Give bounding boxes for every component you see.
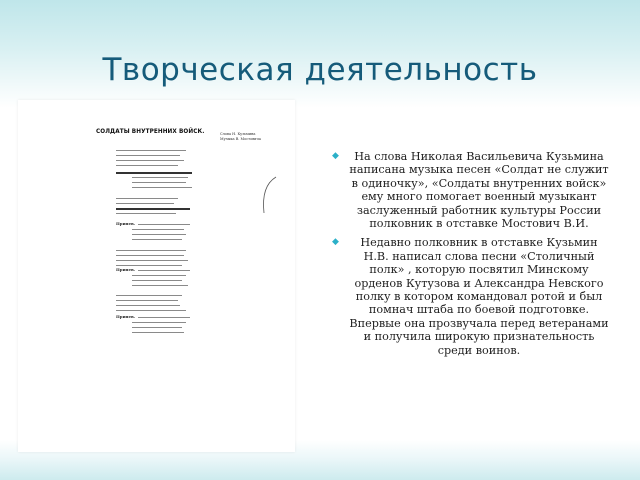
document-chorus-label: Припев.	[116, 267, 136, 272]
decorative-curve-mark	[258, 175, 278, 215]
document-line	[132, 182, 186, 183]
diamond-bullet-icon: ◆	[332, 151, 339, 161]
document-line	[132, 327, 182, 328]
document-line	[132, 187, 192, 188]
document-line	[138, 270, 190, 271]
document-heading: СОЛДАТЫ ВНУТРЕННИХ ВОЙСК.	[96, 128, 205, 135]
document-line	[116, 150, 186, 151]
document-line	[116, 208, 190, 210]
document-chorus-label: Припев.	[116, 221, 136, 226]
document-line	[116, 198, 178, 199]
document-line	[116, 203, 174, 204]
document-line	[116, 155, 180, 156]
document-line	[116, 310, 186, 311]
document-line	[116, 265, 182, 266]
document-line	[132, 280, 182, 281]
document-line	[132, 234, 186, 235]
bullet-item-songs	[330, 150, 610, 230]
document-credit-lyrics: Слова Н. Кузьмина	[220, 132, 256, 136]
document-line	[138, 317, 190, 318]
document-line	[132, 229, 184, 230]
bullet-text: Недавно полковник в отставке Кузьмин Н.В. написал слова песни «Столичный полк» , которую посвятил Минскому орденов Кутузова и Александра Невского полку в котором командовал ротой и был помнач штаба по боевой подготовке. Впервые она прозвучала перед ветеранами и получила широкую признательность среди воинов.	[349, 236, 609, 357]
document-line	[116, 260, 188, 261]
document-line	[116, 305, 180, 306]
document-chorus-label: Припев.	[116, 314, 136, 319]
document-line	[132, 322, 186, 323]
document-line	[132, 177, 188, 178]
document-line	[138, 224, 190, 225]
document-line	[116, 250, 186, 251]
document-line	[116, 295, 182, 296]
diamond-bullet-icon: ◆	[332, 237, 339, 248]
document-line	[116, 255, 184, 256]
song-lyrics-document-image	[18, 100, 295, 452]
document-line	[132, 239, 182, 240]
document-credit-music: Музыка В. Мостовича	[220, 137, 261, 141]
document-line	[132, 332, 184, 333]
document-credits	[220, 132, 284, 142]
document-line	[116, 165, 178, 166]
description-bullet-list	[330, 150, 610, 357]
bullet-item-capital-regiment	[330, 236, 610, 357]
document-line	[116, 160, 184, 161]
document-line	[116, 300, 178, 301]
document-line	[132, 275, 186, 276]
description-text-panel	[330, 150, 610, 363]
document-line	[132, 285, 188, 286]
slide-title: Творческая деятельность	[102, 52, 538, 88]
document-line	[116, 213, 176, 214]
bullet-text: На слова Николая Васильевича Кузьмина написана музыка песен «Солдат не служит в одиночку», «Солдаты внутренних войск» ему много помогает военный музыкант заслуженный работник культуры России полковник в отставке Мостович В.И.	[349, 150, 609, 231]
document-line	[116, 172, 192, 174]
